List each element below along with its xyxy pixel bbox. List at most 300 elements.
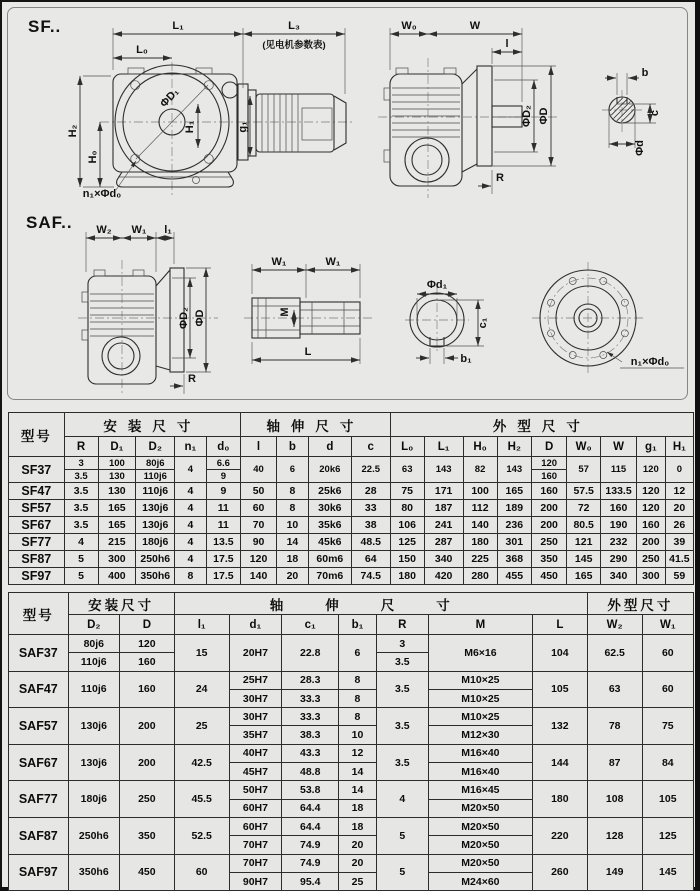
cell: 128 bbox=[587, 817, 642, 854]
cell: 20H7 bbox=[229, 635, 282, 672]
cell: 18 bbox=[339, 817, 377, 835]
cell: 130 bbox=[98, 483, 136, 500]
cell: 130j6 bbox=[136, 500, 175, 517]
cell: 50 bbox=[241, 483, 277, 500]
cell: 75 bbox=[390, 483, 424, 500]
dim-label-l3: L₃ bbox=[288, 20, 300, 32]
model-cell: SAF87 bbox=[9, 817, 69, 854]
dim-label-w1a: W₁ bbox=[271, 256, 287, 268]
cell: 64 bbox=[351, 551, 390, 568]
cell: 3.5 bbox=[376, 708, 428, 745]
dim-label-d2: ΦD₂ bbox=[521, 105, 533, 127]
table-row bbox=[9, 635, 694, 653]
cell: 200 bbox=[636, 534, 665, 551]
cell: 125 bbox=[642, 817, 693, 854]
cell: 20k6 bbox=[308, 457, 351, 483]
cell: 149 bbox=[587, 854, 642, 891]
column-header: d₀ bbox=[206, 437, 241, 457]
cell: 125 bbox=[390, 534, 424, 551]
cell: 120 bbox=[636, 500, 665, 517]
column-header: L₀ bbox=[390, 437, 424, 457]
column-header: d bbox=[308, 437, 351, 457]
column-header: c₁ bbox=[282, 615, 339, 635]
cell: 232 bbox=[601, 534, 637, 551]
dim-label-w: W bbox=[469, 20, 481, 32]
cell: 60 bbox=[174, 854, 229, 891]
cell: 64.4 bbox=[282, 799, 339, 817]
saf-side-view bbox=[78, 224, 218, 396]
model-cell: SAF97 bbox=[9, 854, 69, 891]
cell: 160 bbox=[532, 483, 567, 500]
cell: 41.5 bbox=[665, 551, 693, 568]
cell: 70H7 bbox=[229, 854, 282, 872]
cell: 18 bbox=[339, 799, 377, 817]
cell: 100 bbox=[98, 457, 136, 470]
cell: 340 bbox=[601, 568, 637, 585]
cell: 38.3 bbox=[282, 726, 339, 744]
cell: 250 bbox=[532, 534, 567, 551]
cell: 200 bbox=[532, 517, 567, 534]
cell: 420 bbox=[424, 568, 463, 585]
cell: 250h6 bbox=[68, 817, 119, 854]
column-header: l₁ bbox=[174, 615, 229, 635]
column-header: W bbox=[601, 437, 637, 457]
cell: 340 bbox=[424, 551, 463, 568]
dim-label-d1: ΦD₁ bbox=[158, 85, 182, 110]
model-cell: SAF37 bbox=[9, 635, 69, 672]
cell: 25 bbox=[339, 872, 377, 890]
model-cell: SAF57 bbox=[9, 708, 69, 745]
cell: 63 bbox=[587, 671, 642, 708]
cell: 143 bbox=[497, 457, 532, 483]
cell: 121 bbox=[567, 534, 601, 551]
cell: 120 bbox=[241, 551, 277, 568]
cell: 160 bbox=[601, 500, 637, 517]
cell: 215 bbox=[98, 534, 136, 551]
saf-hollow-shaft bbox=[244, 256, 372, 364]
table-row bbox=[9, 551, 694, 568]
cell: 78 bbox=[587, 708, 642, 745]
column-header: H₂ bbox=[497, 437, 532, 457]
cell: 108 bbox=[587, 781, 642, 818]
dim-label-w0: W₀ bbox=[401, 20, 417, 32]
cell: 250 bbox=[636, 551, 665, 568]
cell: 236 bbox=[497, 517, 532, 534]
cell: 160 bbox=[532, 470, 567, 483]
cell: 400 bbox=[98, 568, 136, 585]
cell: 110j6 bbox=[136, 470, 175, 483]
cell: 70m6 bbox=[308, 568, 351, 585]
cell: 13.5 bbox=[206, 534, 241, 551]
cell: 53.8 bbox=[282, 781, 339, 799]
table-row bbox=[9, 500, 694, 517]
cell: M16×40 bbox=[428, 744, 532, 762]
cell: 14 bbox=[339, 763, 377, 781]
column-header: D₂ bbox=[68, 615, 119, 635]
table-row bbox=[9, 517, 694, 534]
cell: 4 bbox=[175, 457, 206, 483]
cell: 52.5 bbox=[174, 817, 229, 854]
cell: 300 bbox=[636, 568, 665, 585]
cell: 200 bbox=[119, 744, 174, 781]
column-header: d₁ bbox=[229, 615, 282, 635]
cell: 25k6 bbox=[308, 483, 351, 500]
cell: 57 bbox=[567, 457, 601, 483]
cell: 17.5 bbox=[206, 568, 241, 585]
cell: 30k6 bbox=[308, 500, 351, 517]
cell: M16×40 bbox=[428, 763, 532, 781]
dim-label-l1: L₁ bbox=[172, 20, 184, 32]
model-cell: SAF67 bbox=[9, 744, 69, 781]
cell: 60m6 bbox=[308, 551, 351, 568]
cell: 35k6 bbox=[308, 517, 351, 534]
cell: 187 bbox=[424, 500, 463, 517]
dim-label-b: b bbox=[641, 67, 649, 79]
model-cell: SF87 bbox=[9, 551, 65, 568]
cell: 171 bbox=[424, 483, 463, 500]
sf-dimensions-table bbox=[8, 412, 694, 585]
cell: 30H7 bbox=[229, 689, 282, 707]
cell: 106 bbox=[390, 517, 424, 534]
cell: 4 bbox=[175, 517, 206, 534]
cell: 63 bbox=[390, 457, 424, 483]
cell: 18 bbox=[276, 551, 308, 568]
cell: 64.4 bbox=[282, 817, 339, 835]
cell: M20×50 bbox=[428, 854, 532, 872]
cell: 130j6 bbox=[136, 517, 175, 534]
cell: M6×16 bbox=[428, 635, 532, 672]
cell: 5 bbox=[64, 551, 98, 568]
table-row bbox=[9, 671, 694, 689]
cell: M12×30 bbox=[428, 726, 532, 744]
cell: 3.5 bbox=[64, 500, 98, 517]
table-row bbox=[9, 457, 694, 470]
cell: 120 bbox=[636, 457, 665, 483]
model-cell: SF37 bbox=[9, 457, 65, 483]
cell: M10×25 bbox=[428, 708, 532, 726]
cell: 225 bbox=[463, 551, 497, 568]
cell: 368 bbox=[497, 551, 532, 568]
cell: 3.5 bbox=[376, 744, 428, 781]
column-header: L₁ bbox=[424, 437, 463, 457]
cell: 45H7 bbox=[229, 763, 282, 781]
cell: 455 bbox=[497, 568, 532, 585]
cell: 74.9 bbox=[282, 836, 339, 854]
cell: 4 bbox=[175, 551, 206, 568]
cell: 165 bbox=[497, 483, 532, 500]
cell: 160 bbox=[636, 517, 665, 534]
cell: 189 bbox=[497, 500, 532, 517]
cell: 350h6 bbox=[136, 568, 175, 585]
model-cell: SAF47 bbox=[9, 671, 69, 708]
cell: 57.5 bbox=[567, 483, 601, 500]
cell: 38 bbox=[351, 517, 390, 534]
cell: 6 bbox=[339, 635, 377, 672]
cell: 74.9 bbox=[282, 854, 339, 872]
column-header: R bbox=[64, 437, 98, 457]
dim-label-r: R bbox=[188, 373, 196, 385]
cell: 260 bbox=[532, 854, 587, 891]
cell: 180 bbox=[390, 568, 424, 585]
cell: 35H7 bbox=[229, 726, 282, 744]
column-header: b bbox=[276, 437, 308, 457]
cell: 3.5 bbox=[64, 517, 98, 534]
cell: M20×50 bbox=[428, 817, 532, 835]
model-cell: SF97 bbox=[9, 568, 65, 585]
cell: 14 bbox=[339, 781, 377, 799]
cell: 350 bbox=[532, 551, 567, 568]
group-header: 轴伸尺寸 bbox=[174, 593, 587, 615]
table-row bbox=[9, 483, 694, 500]
model-column-header: 型号 bbox=[9, 413, 65, 457]
cell: 60 bbox=[241, 500, 277, 517]
cell: 160 bbox=[119, 653, 174, 671]
cell: 280 bbox=[463, 568, 497, 585]
cell: 9 bbox=[206, 470, 241, 483]
cell: 120 bbox=[636, 483, 665, 500]
cell: 5 bbox=[376, 817, 428, 854]
group-header: 外型尺寸 bbox=[390, 413, 693, 437]
column-header: R bbox=[376, 615, 428, 635]
cell: 250 bbox=[119, 781, 174, 818]
cell: 20 bbox=[339, 836, 377, 854]
cell: 0 bbox=[665, 457, 693, 483]
cell: 8 bbox=[339, 689, 377, 707]
cell: 5 bbox=[376, 854, 428, 891]
dim-label-d: ΦD bbox=[538, 107, 550, 125]
cell: 140 bbox=[241, 568, 277, 585]
cell: 165 bbox=[567, 568, 601, 585]
column-header: M bbox=[428, 615, 532, 635]
cell: 180j6 bbox=[136, 534, 175, 551]
cell: 250h6 bbox=[136, 551, 175, 568]
cell: 25H7 bbox=[229, 671, 282, 689]
cell: 200 bbox=[532, 500, 567, 517]
cell: 12 bbox=[339, 744, 377, 762]
cell: 3.5 bbox=[376, 671, 428, 708]
dim-label-n1d0: n₁×Φd₀ bbox=[82, 188, 122, 200]
column-header: b₁ bbox=[339, 615, 377, 635]
dim-label-d: ΦD bbox=[194, 309, 206, 327]
cell: 82 bbox=[463, 457, 497, 483]
dim-label-phid1: Φd₁ bbox=[426, 279, 448, 291]
cell: 75 bbox=[642, 708, 693, 745]
cell: 104 bbox=[532, 635, 587, 672]
model-cell: SF57 bbox=[9, 500, 65, 517]
dim-label-n1d0: n₁×Φd₀ bbox=[630, 356, 670, 368]
cell: 84 bbox=[642, 744, 693, 781]
cell: 5 bbox=[64, 568, 98, 585]
table-row bbox=[9, 854, 694, 872]
cell: 12 bbox=[665, 483, 693, 500]
saf-flange-face bbox=[532, 262, 684, 374]
cell: 180 bbox=[532, 781, 587, 818]
cell: 10 bbox=[276, 517, 308, 534]
cell: 39 bbox=[665, 534, 693, 551]
saf-dimensions-table bbox=[8, 592, 694, 891]
cell: 59 bbox=[665, 568, 693, 585]
cell: 220 bbox=[532, 817, 587, 854]
cell: 241 bbox=[424, 517, 463, 534]
technical-drawings bbox=[0, 0, 700, 406]
cell: 60H7 bbox=[229, 817, 282, 835]
cell: 3.5 bbox=[64, 483, 98, 500]
column-header: D₂ bbox=[136, 437, 175, 457]
cell: 33 bbox=[351, 500, 390, 517]
cell: 60 bbox=[642, 671, 693, 708]
cell: 144 bbox=[532, 744, 587, 781]
cell: 105 bbox=[642, 781, 693, 818]
cell: 287 bbox=[424, 534, 463, 551]
cell: 8 bbox=[339, 671, 377, 689]
column-header: W₂ bbox=[587, 615, 642, 635]
cell: 290 bbox=[601, 551, 637, 568]
cell: 120 bbox=[532, 457, 567, 470]
cell: 10 bbox=[339, 726, 377, 744]
cell: 22.5 bbox=[351, 457, 390, 483]
group-header: 外型尺寸 bbox=[587, 593, 693, 615]
cell: 150 bbox=[390, 551, 424, 568]
cell: 9 bbox=[206, 483, 241, 500]
column-header: L bbox=[532, 615, 587, 635]
model-column-header: 型号 bbox=[9, 593, 69, 635]
cell: 132 bbox=[532, 708, 587, 745]
cell: 4 bbox=[175, 483, 206, 500]
table-row bbox=[9, 744, 694, 762]
cell: 300 bbox=[98, 551, 136, 568]
column-header: g₁ bbox=[636, 437, 665, 457]
cell: M20×50 bbox=[428, 836, 532, 854]
cell: 133.5 bbox=[601, 483, 637, 500]
cell: 350 bbox=[119, 817, 174, 854]
dim-label-c: c bbox=[649, 109, 661, 117]
cell: 20 bbox=[339, 854, 377, 872]
dim-label-h1: H₁ bbox=[184, 120, 196, 134]
cell: 180 bbox=[463, 534, 497, 551]
cell: 40H7 bbox=[229, 744, 282, 762]
dim-label-h2: H₂ bbox=[67, 124, 79, 138]
cell: 11 bbox=[206, 517, 241, 534]
cell: 8 bbox=[175, 568, 206, 585]
cell: 50H7 bbox=[229, 781, 282, 799]
cell: 17.5 bbox=[206, 551, 241, 568]
cell: 20 bbox=[276, 568, 308, 585]
dim-label-r: R bbox=[496, 172, 504, 184]
cell: 190 bbox=[601, 517, 637, 534]
model-cell: SF77 bbox=[9, 534, 65, 551]
cell: 25 bbox=[174, 708, 229, 745]
model-cell: SAF77 bbox=[9, 781, 69, 818]
column-header: D bbox=[532, 437, 567, 457]
cell: 87 bbox=[587, 744, 642, 781]
cell: M10×25 bbox=[428, 671, 532, 689]
sf-series-label: SF.. bbox=[28, 17, 62, 36]
dim-label-l0: L₀ bbox=[136, 44, 148, 56]
cell: 6.6 bbox=[206, 457, 241, 470]
cell: 80.5 bbox=[567, 517, 601, 534]
cell: 165 bbox=[98, 517, 136, 534]
cell: 24 bbox=[174, 671, 229, 708]
column-header: D bbox=[119, 615, 174, 635]
cell: 130 bbox=[98, 470, 136, 483]
dim-label-h0: H₀ bbox=[87, 150, 99, 164]
dim-label-L: L bbox=[304, 346, 312, 358]
cell: 33.3 bbox=[282, 708, 339, 726]
cell: 3 bbox=[376, 635, 428, 653]
cell: 80j6 bbox=[136, 457, 175, 470]
cell: 450 bbox=[532, 568, 567, 585]
cell: 130j6 bbox=[68, 744, 119, 781]
column-header-row bbox=[9, 615, 694, 635]
cell: 70 bbox=[241, 517, 277, 534]
cell: 22.8 bbox=[282, 635, 339, 672]
cell: M16×45 bbox=[428, 781, 532, 799]
cell: 105 bbox=[532, 671, 587, 708]
model-cell: SF47 bbox=[9, 483, 65, 500]
dim-label-d2: ΦD₂ bbox=[178, 307, 190, 329]
column-header: l bbox=[241, 437, 277, 457]
table-row bbox=[9, 534, 694, 551]
column-header: c bbox=[351, 437, 390, 457]
cell: 72 bbox=[567, 500, 601, 517]
dim-label-m: M bbox=[279, 307, 291, 317]
cell: 301 bbox=[497, 534, 532, 551]
column-header: H₀ bbox=[463, 437, 497, 457]
cell: 28 bbox=[351, 483, 390, 500]
cell: 3.5 bbox=[64, 470, 98, 483]
dim-label-b1: b₁ bbox=[460, 353, 472, 365]
cell: 45k6 bbox=[308, 534, 351, 551]
table-row bbox=[9, 708, 694, 726]
cell: 350h6 bbox=[68, 854, 119, 891]
cell: 110j6 bbox=[68, 653, 119, 671]
cell: 3.5 bbox=[376, 653, 428, 671]
cell: 90H7 bbox=[229, 872, 282, 890]
cell: 45.5 bbox=[174, 781, 229, 818]
cell: 160 bbox=[119, 671, 174, 708]
cell: 48.8 bbox=[282, 763, 339, 781]
sf-front-view bbox=[67, 20, 352, 200]
model-cell: SF67 bbox=[9, 517, 65, 534]
cell: 4 bbox=[376, 781, 428, 818]
cell: 48.5 bbox=[351, 534, 390, 551]
cell: 80j6 bbox=[68, 635, 119, 653]
cell: 8 bbox=[276, 483, 308, 500]
cell: 33.3 bbox=[282, 689, 339, 707]
cell: 60 bbox=[642, 635, 693, 672]
cell: 4 bbox=[64, 534, 98, 551]
column-header: H₁ bbox=[665, 437, 693, 457]
cell: 3 bbox=[64, 457, 98, 470]
table-row bbox=[9, 781, 694, 799]
cell: M20×50 bbox=[428, 799, 532, 817]
cell: 115 bbox=[601, 457, 637, 483]
cell: 130j6 bbox=[68, 708, 119, 745]
dim-label-phid: Φd bbox=[634, 140, 646, 156]
cell: 4 bbox=[175, 534, 206, 551]
sf-side-view bbox=[378, 20, 560, 198]
dim-label-g1: g₁ bbox=[237, 121, 249, 133]
cell: 43.3 bbox=[282, 744, 339, 762]
dim-label-l1: l₁ bbox=[164, 224, 172, 236]
saf-series-label: SAF.. bbox=[26, 213, 73, 232]
cell: 60H7 bbox=[229, 799, 282, 817]
table-row bbox=[9, 568, 694, 585]
cell: 6 bbox=[276, 457, 308, 483]
cell: 20 bbox=[665, 500, 693, 517]
cell: 14 bbox=[276, 534, 308, 551]
cell: 100 bbox=[463, 483, 497, 500]
